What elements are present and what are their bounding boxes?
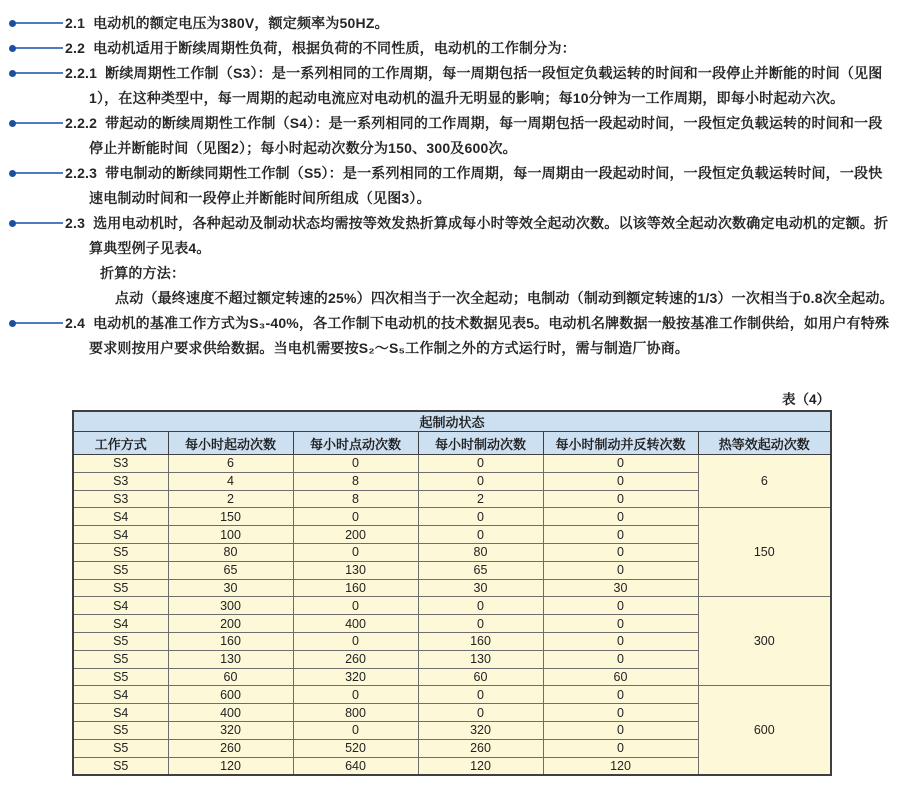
bullet-line xyxy=(15,172,63,174)
table-cell: 0 xyxy=(293,597,418,615)
duty-mode-cell: S5 xyxy=(73,739,168,757)
column-header-1: 每小时起动次数 xyxy=(168,432,293,455)
duty-mode-cell: S3 xyxy=(73,490,168,508)
table-head xyxy=(73,411,831,455)
table-cell: 8 xyxy=(293,472,418,490)
table-cell: 640 xyxy=(293,757,418,775)
table-cell: 0 xyxy=(543,632,698,650)
section-extra-line: 折算的方法： xyxy=(100,265,186,281)
table-cell: 4 xyxy=(168,472,293,490)
table-cell: 0 xyxy=(293,543,418,561)
table-cell: 0 xyxy=(293,686,418,704)
duty-mode-cell: S4 xyxy=(73,526,168,544)
bullet-dot-icon xyxy=(9,320,16,327)
table-cell: 60 xyxy=(168,668,293,686)
duty-mode-cell: S5 xyxy=(73,668,168,686)
duty-mode-cell: S4 xyxy=(73,704,168,722)
section-text: 电动机的基准工作方式为S₃-40%，各工作制下电动机的技术数据见表5。电动机名牌数据一般按基准工作制供给，如用户有特殊要求则按用户要求供给数据。当电机需要按S₂～S₅工作制之外的方式运行时，需与制造厂协商。 xyxy=(89,315,890,356)
section-item-2.3 xyxy=(0,211,898,311)
duty-mode-cell: S3 xyxy=(73,472,168,490)
bullet-line xyxy=(15,122,63,124)
bullet-line xyxy=(15,22,63,24)
start-brake-status-table xyxy=(72,410,832,776)
bullet-line xyxy=(15,72,63,74)
table-cell: 0 xyxy=(543,615,698,633)
duty-mode-cell: S5 xyxy=(73,650,168,668)
table-cell: 0 xyxy=(418,472,543,490)
equivalent-starts-cell: 150 xyxy=(698,508,831,597)
section-number: 2.2 xyxy=(65,40,86,56)
table-cell: 600 xyxy=(168,686,293,704)
section-number: 2.3 xyxy=(65,215,86,231)
table-cell: 30 xyxy=(543,579,698,597)
table-cell: 120 xyxy=(168,757,293,775)
section-text: 选用电动机时，各种起动及制动状态均需按等效发热折算成每小时等效全起动次数。以该等效全起动次数确定电动机的定额。折算典型例子见表4。 xyxy=(89,215,889,256)
table-cell: 130 xyxy=(418,650,543,668)
section-item-2.1 xyxy=(0,11,898,36)
bullet-line xyxy=(15,222,63,224)
bullet-dot-icon xyxy=(9,20,16,27)
equivalent-starts-cell: 6 xyxy=(698,455,831,508)
table-cell: 400 xyxy=(168,704,293,722)
duty-mode-cell: S5 xyxy=(73,561,168,579)
section-text: 电动机适用于断续周期性负荷，根据负荷的不同性质，电动机的工作制分为： xyxy=(93,40,576,56)
section-extra-line: 点动（最终速度不超过额定转速的25%）四次相当于一次全起动；电制动（制动到额定转速的1/3）一次相当于0.8次全起动。 xyxy=(115,290,894,306)
table-cell: 0 xyxy=(293,632,418,650)
column-header-3: 每小时制动次数 xyxy=(418,432,543,455)
table-cell: 0 xyxy=(543,704,698,722)
duty-mode-cell: S5 xyxy=(73,757,168,775)
table-row xyxy=(73,686,831,704)
table-cell: 130 xyxy=(168,650,293,668)
table-cell: 200 xyxy=(293,526,418,544)
section-number: 2.2.3 xyxy=(65,165,98,181)
bullet-dot-icon xyxy=(9,120,16,127)
bullet-dot-icon xyxy=(9,170,16,177)
table-cell: 0 xyxy=(543,472,698,490)
table-cell: 65 xyxy=(168,561,293,579)
table-cell: 130 xyxy=(293,561,418,579)
table-cell: 0 xyxy=(293,508,418,526)
column-header-5: 热等效起动次数 xyxy=(698,432,831,455)
table-cell: 120 xyxy=(418,757,543,775)
table-row xyxy=(73,597,831,615)
duty-mode-cell: S5 xyxy=(73,579,168,597)
column-header-4: 每小时制动并反转次数 xyxy=(543,432,698,455)
table-row xyxy=(73,508,831,526)
table-caption: 表（4） xyxy=(781,392,830,407)
table-cell: 800 xyxy=(293,704,418,722)
table-cell: 160 xyxy=(418,632,543,650)
table-cell: 30 xyxy=(418,579,543,597)
duty-mode-cell: S4 xyxy=(73,615,168,633)
section-text: 带起动的断续周期性工作制（S4）：是一系列相同的工作周期，每一周期包括一段起动时间，一段恒定负载运转的时间和一段停止并断能时间（见图2）；每小时起动次数分为150、300及600次。 xyxy=(89,115,883,156)
table-top-header: 起制动状态 xyxy=(73,411,831,432)
table-cell: 150 xyxy=(168,508,293,526)
section-number: 2.4 xyxy=(65,315,86,331)
start-brake-table-wrap xyxy=(72,410,832,776)
section-number: 2.2.1 xyxy=(65,65,98,81)
bullet-dot-icon xyxy=(9,45,16,52)
bullet-dot-icon xyxy=(9,220,16,227)
section-text: 带电制动的断续同期性工作制（S5）：是一系列相同的工作周期，每一周期由一段起动时间，一段恒定负载运转时间，一段快速电制动时间和一段停止并断能时间所组成（见图3）。 xyxy=(89,165,883,206)
table-cell: 160 xyxy=(168,632,293,650)
equivalent-starts-cell: 300 xyxy=(698,597,831,686)
table-cell: 120 xyxy=(543,757,698,775)
table-cell: 260 xyxy=(293,650,418,668)
table-cell: 0 xyxy=(418,455,543,473)
table-cell: 80 xyxy=(168,543,293,561)
table-cell: 0 xyxy=(418,704,543,722)
table-cell: 6 xyxy=(168,455,293,473)
table-cell: 60 xyxy=(543,668,698,686)
table-cell: 0 xyxy=(543,597,698,615)
section-number: 2.1 xyxy=(65,15,86,31)
section-item-2.2.3 xyxy=(0,161,898,211)
table-cell: 400 xyxy=(293,615,418,633)
paragraph-list xyxy=(0,11,898,361)
table-cell: 0 xyxy=(543,650,698,668)
table-cell: 0 xyxy=(543,561,698,579)
table-cell: 0 xyxy=(543,543,698,561)
column-header-0: 工作方式 xyxy=(73,432,168,455)
duty-mode-cell: S3 xyxy=(73,455,168,473)
table-cell: 30 xyxy=(168,579,293,597)
table-cell: 60 xyxy=(418,668,543,686)
table-cell: 160 xyxy=(293,579,418,597)
table-cell: 260 xyxy=(168,739,293,757)
bullet-line xyxy=(15,47,63,49)
table-cell: 0 xyxy=(418,526,543,544)
table-cell: 520 xyxy=(293,739,418,757)
section-item-2.2.2 xyxy=(0,111,898,161)
section-text: 断续周期性工作制（S3）：是一系列相同的工作周期，每一周期包括一段恒定负载运转的时间和一段停止并断能的时间（见图1），在这种类型中，每一周期的起动电流应对电动机的温升无明显的影响；每10分钟为一工作周期，即每小时起动六次。 xyxy=(89,65,883,106)
bullet-line xyxy=(15,322,63,324)
table-cell: 2 xyxy=(168,490,293,508)
section-item-2.2.1 xyxy=(0,61,898,111)
section-number: 2.2.2 xyxy=(65,115,98,131)
table-cell: 0 xyxy=(418,597,543,615)
table-cell: 0 xyxy=(418,615,543,633)
table-cell: 2 xyxy=(418,490,543,508)
table-cell: 0 xyxy=(418,686,543,704)
duty-mode-cell: S4 xyxy=(73,597,168,615)
table-cell: 320 xyxy=(418,721,543,739)
equivalent-starts-cell: 600 xyxy=(698,686,831,775)
duty-mode-cell: S4 xyxy=(73,686,168,704)
table-cell: 100 xyxy=(168,526,293,544)
duty-mode-cell: S4 xyxy=(73,508,168,526)
table-row xyxy=(73,455,831,473)
bullet-dot-icon xyxy=(9,70,16,77)
table-cell: 0 xyxy=(293,721,418,739)
duty-mode-cell: S5 xyxy=(73,632,168,650)
table-cell: 0 xyxy=(543,526,698,544)
table-cell: 320 xyxy=(293,668,418,686)
section-item-2.2 xyxy=(0,36,898,61)
table-cell: 0 xyxy=(543,490,698,508)
table-cell: 65 xyxy=(418,561,543,579)
section-text: 电动机的额定电压为380V，额定频率为50HZ。 xyxy=(93,15,389,31)
table-cell: 200 xyxy=(168,615,293,633)
duty-mode-cell: S5 xyxy=(73,721,168,739)
section-item-2.4 xyxy=(0,311,898,361)
table-cell: 0 xyxy=(543,739,698,757)
table-top-header-row xyxy=(73,411,831,432)
table-cell: 260 xyxy=(418,739,543,757)
table-body xyxy=(73,455,831,775)
table-cell: 0 xyxy=(418,508,543,526)
table-cell: 0 xyxy=(293,455,418,473)
table-cell: 300 xyxy=(168,597,293,615)
table-cell: 320 xyxy=(168,721,293,739)
duty-mode-cell: S5 xyxy=(73,543,168,561)
table-cell: 8 xyxy=(293,490,418,508)
table-cell: 0 xyxy=(543,508,698,526)
table-cell: 0 xyxy=(543,686,698,704)
table-cell: 0 xyxy=(543,455,698,473)
table-cell: 0 xyxy=(543,721,698,739)
table-column-header-row xyxy=(73,432,831,455)
column-header-2: 每小时点动次数 xyxy=(293,432,418,455)
table-cell: 80 xyxy=(418,543,543,561)
